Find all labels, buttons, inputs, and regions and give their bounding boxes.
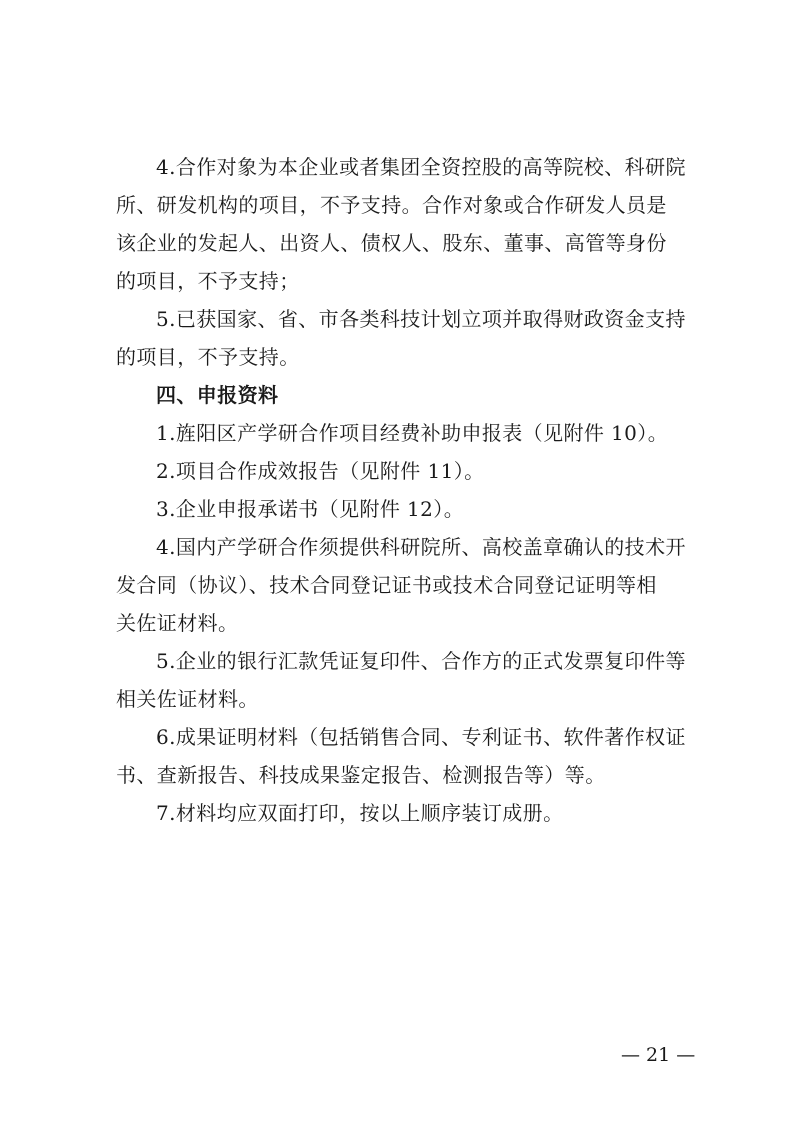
- paragraph-line: 发合同（协议）、技术合同登记证书或技术合同登记证明等相: [116, 573, 657, 597]
- paragraph-line: 4.国内产学研合作须提供科研院所、高校盖章确认的技术开: [156, 535, 686, 559]
- paragraph-line: 5.已获国家、省、市各类科技计划立项并取得财政资金支持: [156, 307, 686, 331]
- paragraph-line: 关佐证材料。: [116, 611, 239, 635]
- paragraph-line: 2.项目合作成效报告（见附件 11）。: [156, 459, 485, 483]
- paragraph-line: 3.企业申报承诺书（见附件 12）。: [156, 497, 465, 521]
- paragraph-line: 该企业的发起人、出资人、债权人、股东、董事、高管等身份: [116, 231, 667, 255]
- paragraph-line: 5.企业的银行汇款凭证复印件、合作方的正式发票复印件等: [156, 649, 686, 673]
- paragraph-line: 相关佐证材料。: [116, 687, 259, 711]
- paragraph-line: 4.合作对象为本企业或者集团全资控股的高等院校、科研院: [156, 155, 686, 179]
- section-heading: 四、申报资料: [156, 383, 279, 407]
- paragraph-line: 的项目，不予支持。: [116, 345, 300, 369]
- paragraph-line: 6.成果证明材料（包括销售合同、专利证书、软件著作权证: [156, 725, 686, 749]
- paragraph-line: 所、研发机构的项目，不予支持。合作对象或合作研发人员是: [116, 193, 667, 217]
- paragraph-line: 书、查新报告、科技成果鉴定报告、检测报告等）等。: [116, 763, 606, 787]
- paragraph-line: 1.旌阳区产学研合作项目经费补助申报表（见附件 10）。: [156, 421, 669, 445]
- paragraph-line: 的项目，不予支持；: [116, 269, 300, 293]
- paragraph-line: 7.材料均应双面打印，按以上顺序装订成册。: [156, 801, 564, 825]
- document-body: [116, 148, 692, 832]
- page-number: — 21 —: [621, 1044, 696, 1066]
